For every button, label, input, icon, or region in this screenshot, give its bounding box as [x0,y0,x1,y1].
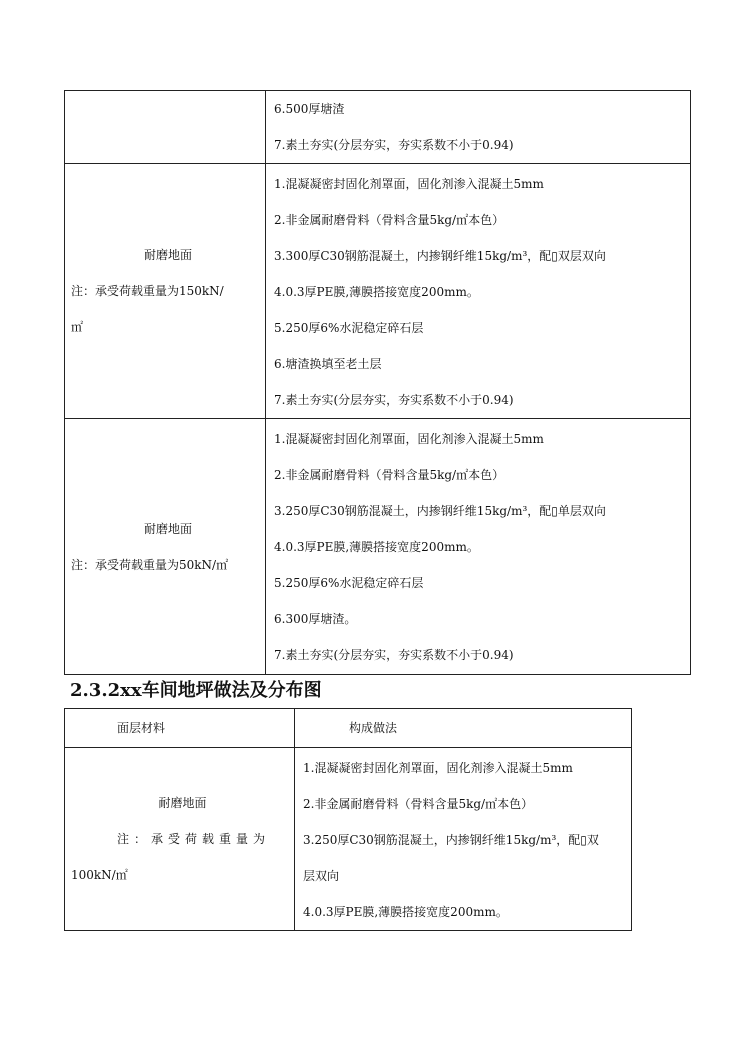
load-note: 注：承受荷载重量为50kN/㎡ [71,557,229,572]
material-cell [65,419,266,675]
header-label: 构成做法 [349,721,398,735]
material-cell [65,164,266,419]
header-method [295,709,632,748]
table-header-row [65,709,632,748]
method-cell [295,748,632,931]
method-line: 层双向 [303,869,340,883]
method-line: 1.混凝凝密封固化剂罩面，固化剂渗入混凝土5mm [303,761,573,775]
method-line: 4.0.3厚PE膜,薄膜搭接宽度200mm。 [274,285,479,299]
method-line: 6.300厚塘渣。 [274,612,357,626]
header-label: 面层材料 [117,721,166,735]
load-note-unit: 100kN/㎡ [71,868,128,882]
method-cell [266,419,691,675]
method-line: 6.塘渣换填至老土层 [274,357,382,371]
method-line: 3.300厚C30钢筋混凝土，内掺钢纤维15kg/m³，配▯双层双向 [274,249,606,263]
method-cell [266,91,691,164]
material-name: 耐磨地面 [143,521,192,536]
material-cell [65,748,295,931]
method-line: 7.素土夯实(分层夯实，夯实系数不小于0.94) [274,648,514,662]
method-line: 2.非金属耐磨骨料（骨料含量5kg/㎡本色） [274,213,505,227]
method-line: 2.非金属耐磨骨料（骨料含量5kg/㎡本色） [274,468,505,482]
method-line: 3.250厚C30钢筋混凝土，内掺钢纤维15kg/m³，配▯双 [303,833,599,847]
floor-spec-table-1 [64,90,691,675]
section-heading: 2.3.2xx车间地坪做法及分布图 [70,680,322,701]
method-cell [266,164,691,419]
method-line: 4.0.3厚PE膜,薄膜搭接宽度200mm。 [274,540,479,554]
method-line: 6.500厚塘渣 [274,102,345,116]
header-material [65,709,295,748]
method-line: 4.0.3厚PE膜,薄膜搭接宽度200mm。 [303,905,508,919]
method-line: 2.非金属耐磨骨料（骨料含量5kg/㎡本色） [303,797,534,811]
method-line: 7.素土夯实(分层夯实，夯实系数不小于0.94) [274,393,514,407]
material-cell [65,91,266,164]
method-line: 1.混凝凝密封固化剂罩面，固化剂渗入混凝土5mm [274,432,544,446]
table-row [65,91,691,164]
load-note: 注：承受荷载重量为 [117,832,271,846]
method-line: 5.250厚6%水泥稳定碎石层 [274,321,424,335]
material-name: 耐磨地面 [158,796,207,810]
table-row [65,748,632,931]
method-line: 3.250厚C30钢筋混凝土，内掺钢纤维15kg/m³，配▯单层双向 [274,504,606,518]
material-name: 耐磨地面 [143,248,192,262]
method-line: 5.250厚6%水泥稳定碎石层 [274,576,424,590]
method-line: 7.素土夯实(分层夯实，夯实系数不小于0.94) [274,138,514,152]
method-line: 1.混凝凝密封固化剂罩面，固化剂渗入混凝土5mm [274,177,544,191]
table-row [65,164,691,419]
table-row [65,419,691,675]
load-note-unit: ㎡ [71,320,84,334]
floor-spec-table-2 [64,708,632,931]
load-note: 注：承受荷载重量为150kN/ [71,284,224,298]
